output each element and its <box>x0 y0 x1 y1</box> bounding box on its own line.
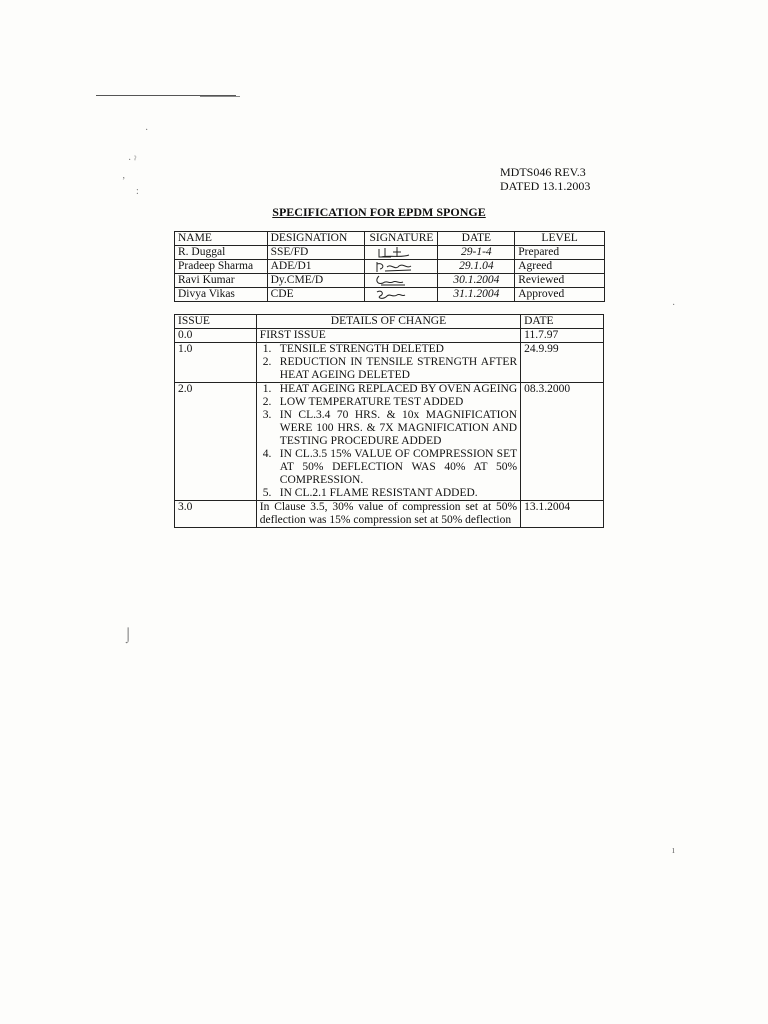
approval-row <box>175 288 605 302</box>
change-issue: 1.0 <box>175 343 257 383</box>
change-details <box>256 383 520 501</box>
approval-header-name: NAME <box>175 232 268 246</box>
scan-speck: · ˀ <box>128 155 137 166</box>
handwritten-signature <box>371 246 431 259</box>
change-item-text: IN CL.2.1 FLAME RESISTANT ADDED. <box>279 487 478 499</box>
approval-header-date: DATE <box>438 232 515 246</box>
approval-date: 30.1.2004 <box>438 274 515 288</box>
approval-header-signature: SIGNATURE <box>365 232 438 246</box>
approval-name: R. Duggal <box>175 246 268 260</box>
approval-designation: ADE/D1 <box>267 260 365 274</box>
handwritten-signature <box>371 260 431 273</box>
document-number: MDTS046 REV.3 <box>500 165 586 179</box>
approval-name: Pradeep Sharma <box>175 260 268 274</box>
change-details: FIRST ISSUE <box>256 329 520 343</box>
change-header-row <box>175 315 604 329</box>
change-date: 13.1.2004 <box>521 501 604 528</box>
handwritten-signature <box>371 288 431 301</box>
scan-speck: : <box>136 186 139 197</box>
change-issue: 2.0 <box>175 383 257 501</box>
approval-date: 29.1.04 <box>438 260 515 274</box>
change-item: 5. IN CL.2.1 FLAME RESISTANT ADDED. <box>262 487 478 499</box>
change-history-table <box>174 314 604 528</box>
handwritten-signature <box>371 274 431 287</box>
change-item-text: IN CL.3.4 70 HRS. & 10x MAGNIFICATION WERE 100 HRS. & 7X MAGNIFICATION AND TESTING PROCEDURE ADDED <box>279 409 518 447</box>
scan-mark-line <box>200 96 240 97</box>
change-date: 24.9.99 <box>521 343 604 383</box>
change-header-date: DATE <box>521 315 604 329</box>
approval-header-level: LEVEL <box>515 232 605 246</box>
scan-speck: ı <box>672 845 675 856</box>
approval-name: Ravi Kumar <box>175 274 268 288</box>
approval-signature <box>365 288 438 302</box>
document-reference <box>500 165 608 193</box>
change-item-text: HEAT AGEING REPLACED BY OVEN AGEING <box>279 383 518 395</box>
approval-signature <box>365 260 438 274</box>
approval-row <box>175 274 605 288</box>
approval-level: Approved <box>515 288 605 302</box>
change-row <box>175 343 604 383</box>
change-issue: 3.0 <box>175 501 257 528</box>
change-item-text: TENSILE STRENGTH DELETED <box>279 343 444 355</box>
approval-designation: CDE <box>267 288 365 302</box>
document-title-text: SPECIFICATION FOR EPDM SPONGE <box>272 205 486 219</box>
change-item: 4. IN CL.3.5 15% VALUE OF COMPRESSION SET AT 50% DEFLECTION WAS 40% AT 50% COMPRESSION. <box>262 448 518 486</box>
approval-date: 31.1.2004 <box>438 288 515 302</box>
scan-speck: · <box>145 125 149 136</box>
approval-table <box>174 231 605 302</box>
change-item: 1. HEAT AGEING REPLACED BY OVEN AGEING <box>262 383 518 395</box>
approval-signature <box>365 246 438 260</box>
approval-designation: SSE/FD <box>267 246 365 260</box>
approval-row <box>175 246 605 260</box>
approval-name: Divya Vikas <box>175 288 268 302</box>
approval-level: Agreed <box>515 260 605 274</box>
change-details <box>256 343 520 383</box>
approval-designation: Dy.CME/D <box>267 274 365 288</box>
change-row <box>175 501 604 528</box>
approval-header-row <box>175 232 605 246</box>
approval-date: 29-1-4 <box>438 246 515 260</box>
change-item: 2. REDUCTION IN TENSILE STRENGTH AFTER HEAT AGEING DELETED <box>262 356 518 381</box>
change-item: 1. TENSILE STRENGTH DELETED <box>262 343 444 355</box>
change-date: 11.7.97 <box>521 329 604 343</box>
change-row <box>175 329 604 343</box>
document-date: DATED 13.1.2003 <box>500 179 591 193</box>
scan-speck: ‚ <box>122 170 126 181</box>
change-header-issue: ISSUE <box>175 315 257 329</box>
document-title <box>0 205 768 220</box>
change-item: 2. LOW TEMPERATURE TEST ADDED <box>262 396 464 408</box>
change-item: 3. IN CL.3.4 70 HRS. & 10x MAGNIFICATION WERE 100 HRS. & 7X MAGNIFICATION AND TESTING PROCEDURE ADDED <box>262 409 518 447</box>
change-row <box>175 383 604 501</box>
approval-signature <box>365 274 438 288</box>
scan-speck: · <box>672 300 676 311</box>
change-details: In Clause 3.5, 30% value of compression set at 50% deflection was 15% compression set at 50% deflection <box>256 501 520 528</box>
change-item-text: IN CL.3.5 15% VALUE OF COMPRESSION SET AT 50% DEFLECTION WAS 40% AT 50% COMPRESSION. <box>279 448 518 486</box>
scan-speck: ⌡ <box>124 628 133 643</box>
approval-row <box>175 260 605 274</box>
change-issue: 0.0 <box>175 329 257 343</box>
change-header-details: DETAILS OF CHANGE <box>256 315 520 329</box>
approval-header-designation: DESIGNATION <box>267 232 365 246</box>
change-item-text: REDUCTION IN TENSILE STRENGTH AFTER HEAT AGEING DELETED <box>279 356 518 381</box>
change-item-text: LOW TEMPERATURE TEST ADDED <box>279 396 464 408</box>
change-date: 08.3.2000 <box>521 383 604 501</box>
approval-level: Prepared <box>515 246 605 260</box>
approval-level: Reviewed <box>515 274 605 288</box>
